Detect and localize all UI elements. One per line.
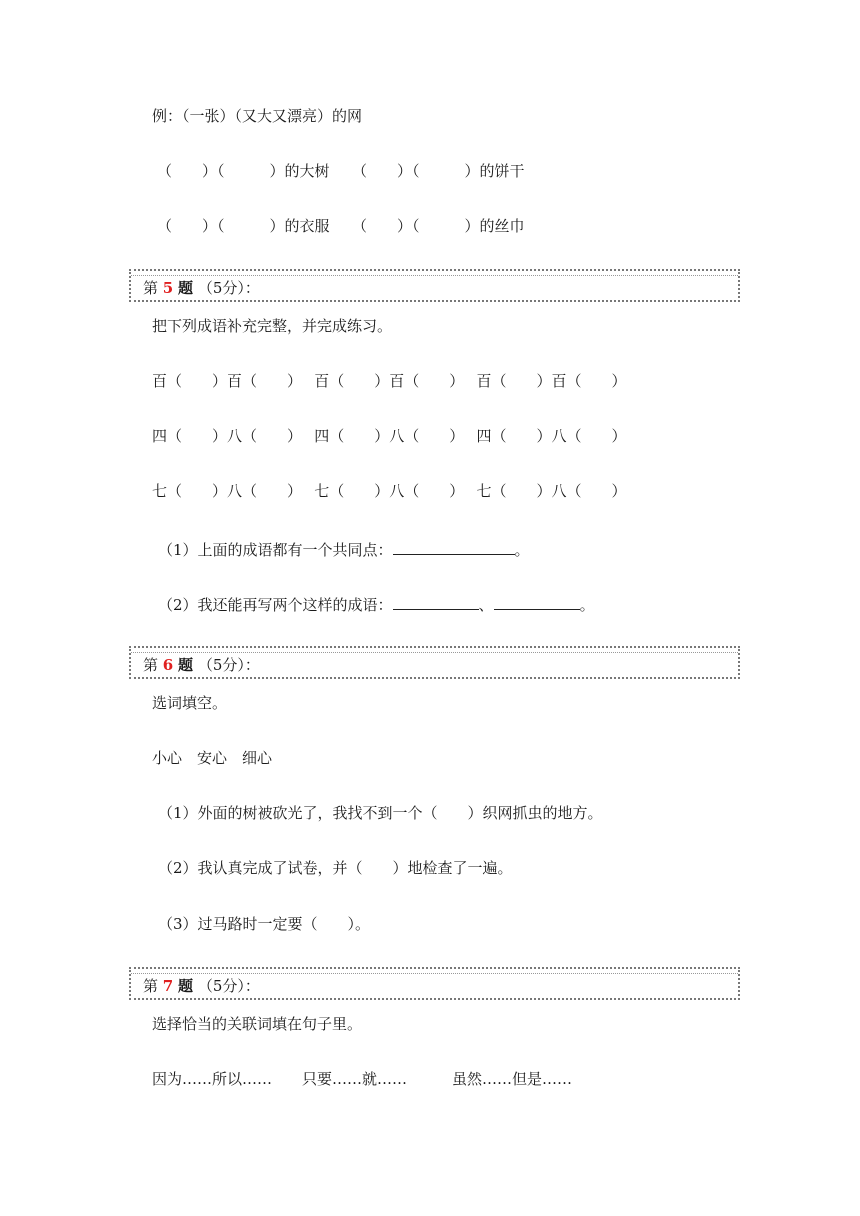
word-options: 小心 安心 细心	[152, 749, 273, 767]
question-6-sub-2: （2）我认真完成了试卷，并（ ）地检查了一遍。	[158, 859, 513, 877]
answer-blank[interactable]	[393, 593, 479, 610]
question-6-sub-1: （1）外面的树被砍光了，我找不到一个（ ）织网抓虫的地方。	[158, 804, 603, 822]
answer-blank[interactable]	[494, 593, 580, 610]
question-5-header	[129, 269, 740, 302]
idiom-row-3: 七（ ）八（ ） 七（ ）八（ ） 七（ ）八（ ）	[152, 482, 627, 500]
question-5-number: 5	[162, 279, 174, 297]
question-7-number: 7	[162, 977, 174, 995]
example-row-1: （ ）（ ）的大树 （ ）（ ）的饼干	[157, 162, 525, 180]
question-6-number: 6	[162, 656, 174, 674]
conjunction-options: 因为……所以…… 只要……就…… 虽然……但是……	[152, 1070, 573, 1088]
answer-blank[interactable]	[393, 538, 515, 555]
idiom-row-1: 百（ ）百（ ） 百（ ）百（ ） 百（ ）百（ ）	[152, 372, 627, 390]
example-line: 例：（一张）（又大又漂亮）的网	[152, 107, 363, 125]
idiom-row-2: 四（ ）八（ ） 四（ ）八（ ） 四（ ）八（ ）	[152, 427, 627, 445]
question-5-title: 第 5 题 （5分）：	[143, 279, 260, 297]
question-7-title: 第 7 题 （5分）：	[143, 977, 260, 995]
question-5-sub-1: （1）上面的成语都有一个共同点： 。	[158, 538, 530, 560]
question-5-sub-2: （2）我还能再写两个这样的成语： 、 。	[158, 593, 595, 615]
question-6-title: 第 6 题 （5分）：	[143, 656, 260, 674]
question-6-instruction: 选词填空。	[152, 694, 228, 712]
question-5-instruction: 把下列成语补充完整，并完成练习。	[152, 317, 393, 335]
question-7-instruction: 选择恰当的关联词填在句子里。	[152, 1015, 363, 1033]
question-6-sub-3: （3）过马路时一定要（ ）。	[158, 915, 371, 933]
question-7-header	[129, 967, 740, 1000]
question-6-header	[129, 646, 740, 679]
example-row-2: （ ）（ ）的衣服 （ ）（ ）的丝巾	[157, 217, 525, 235]
